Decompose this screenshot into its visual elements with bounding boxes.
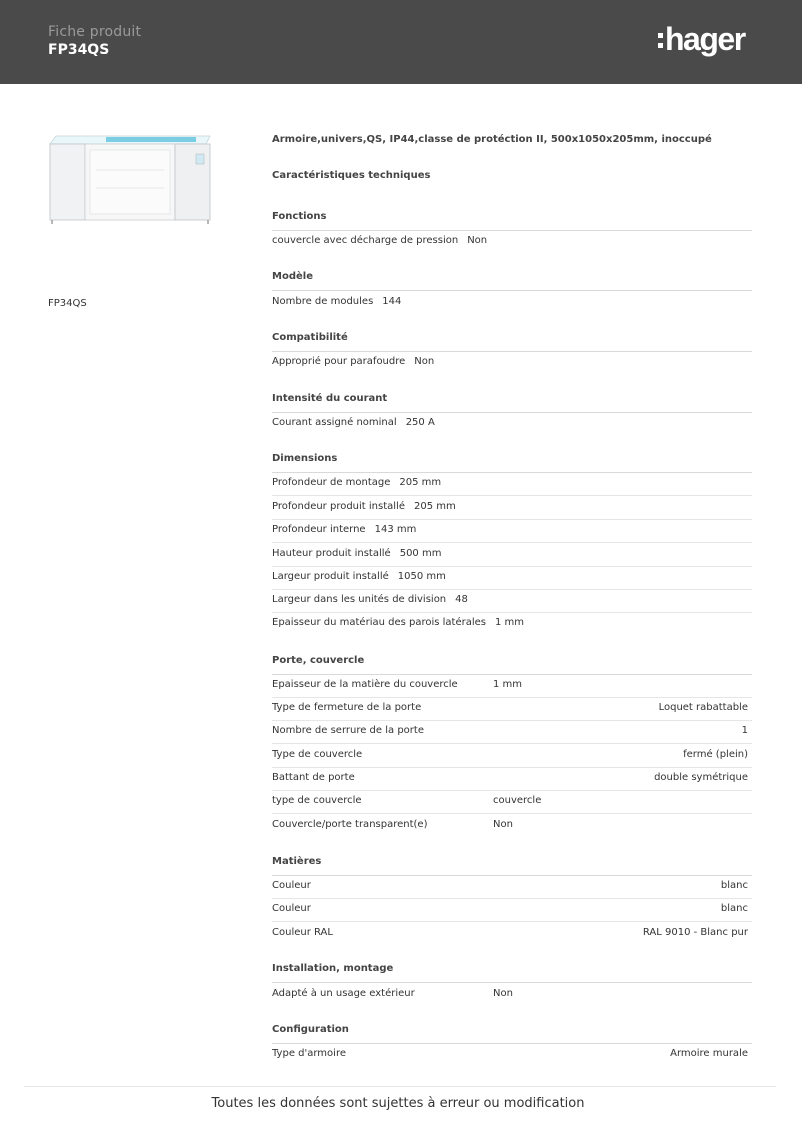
spec-name: Type de fermeture de la porte [272, 702, 422, 713]
product-title: Armoire,univers,QS, IP44,classe de protéction II, 500x1050x205mm, inoccupé [272, 134, 712, 145]
header-kicker: Fiche produit [48, 24, 142, 40]
spec-name: couvercle avec décharge de pression [272, 235, 459, 246]
spec-label [272, 412, 435, 434]
spec-row [272, 922, 752, 946]
spec-row [272, 767, 752, 791]
spec-label [272, 767, 355, 789]
spec-row [272, 744, 752, 768]
section-heading: Compatibilité [272, 332, 752, 352]
spec-name: Profondeur de montage [272, 477, 391, 488]
footer-divider [24, 1086, 776, 1087]
spec-value: 144 [382, 296, 402, 307]
spec-row [272, 472, 752, 496]
technical-heading: Caractéristiques techniques [272, 170, 431, 181]
spec-name: Hauteur produit installé [272, 548, 391, 559]
section-heading: Porte, couvercle [272, 655, 752, 675]
spec-name: Couleur [272, 880, 311, 891]
spec-label [272, 543, 441, 565]
spec-value: couvercle [493, 795, 542, 806]
spec-row [272, 898, 752, 922]
spec-label [272, 983, 415, 1005]
spec-label [272, 291, 401, 313]
spec-label [272, 589, 468, 611]
spec-name: Couvercle/porte transparent(e) [272, 819, 428, 830]
page-header [0, 0, 802, 84]
spec-label [272, 720, 424, 742]
spec-value: Loquet rabattable [658, 702, 748, 713]
section-heading: Intensité du courant [272, 393, 752, 413]
spec-value: 250 A [405, 417, 435, 428]
spec-row [272, 589, 752, 613]
spec-name: Battant de porte [272, 772, 355, 783]
spec-value: Non [467, 235, 488, 246]
spec-row [272, 720, 752, 744]
spec-row [272, 983, 752, 1007]
spec-label [272, 1043, 346, 1065]
spec-row [272, 697, 752, 721]
spec-value: Armoire murale [670, 1048, 748, 1059]
section-heading: Configuration [272, 1024, 752, 1044]
spec-name: Courant assigné nominal [272, 417, 397, 428]
spec-value: Non [414, 356, 435, 367]
spec-value: fermé (plein) [683, 749, 748, 760]
product-image [46, 130, 214, 226]
spec-label [272, 790, 362, 812]
brand-wordmark: hager [665, 21, 745, 57]
hager-logo [657, 22, 757, 60]
spec-name: Type d'armoire [272, 1048, 346, 1059]
spec-value: Non [493, 819, 513, 830]
spec-row [272, 1043, 752, 1067]
spec-value: Non [493, 988, 513, 999]
spec-name: Epaisseur du matériau des parois latérales [272, 617, 487, 628]
spec-label [272, 472, 441, 494]
spec-value: 500 mm [399, 548, 442, 559]
spec-label [272, 230, 487, 252]
spec-row [272, 875, 752, 899]
spec-name: Couleur [272, 903, 311, 914]
header-title: FP34QS [48, 42, 110, 58]
spec-row [272, 543, 752, 567]
spec-value: blanc [720, 903, 748, 914]
spec-label [272, 875, 311, 897]
spec-row [272, 674, 752, 698]
spec-name: Approprié pour parafoudre [272, 356, 406, 367]
footer-note: Toutes les données sont sujettes à erreur ou modification [211, 1096, 585, 1111]
spec-name: Couleur RAL [272, 927, 333, 938]
spec-value: 48 [455, 594, 468, 605]
spec-label [272, 697, 421, 719]
spec-row [272, 612, 752, 636]
spec-value: 1 mm [495, 617, 525, 628]
spec-label [272, 351, 434, 373]
spec-label [272, 612, 524, 634]
section-heading: Matières [272, 856, 752, 876]
spec-label [272, 814, 427, 836]
spec-value: 1050 mm [397, 571, 446, 582]
spec-row [272, 566, 752, 590]
spec-name: Profondeur interne [272, 524, 366, 535]
spec-name: Largeur produit installé [272, 571, 389, 582]
section-heading: Installation, montage [272, 963, 752, 983]
spec-label [272, 744, 362, 766]
section-heading: Dimensions [272, 453, 752, 473]
spec-row [272, 291, 752, 315]
spec-name: Epaisseur de la matière du couvercle [272, 679, 458, 690]
spec-row [272, 351, 752, 375]
spec-name: Type de couvercle [272, 749, 363, 760]
spec-value: 1 [741, 725, 748, 736]
spec-name: Nombre de modules [272, 296, 374, 307]
spec-row [272, 230, 752, 254]
spec-name: Adapté à un usage extérieur [272, 988, 415, 999]
spec-name: Largeur dans les unités de division [272, 594, 447, 605]
spec-row [272, 412, 752, 436]
spec-row [272, 790, 752, 814]
spec-label [272, 922, 333, 944]
spec-name: Profondeur produit installé [272, 501, 405, 512]
spec-label [272, 566, 446, 588]
spec-value: double symétrique [654, 772, 748, 783]
spec-label [272, 496, 456, 518]
spec-row [272, 496, 752, 520]
spec-value: 205 mm [413, 501, 456, 512]
spec-value: 143 mm [374, 524, 417, 535]
section-heading: Modèle [272, 271, 752, 291]
spec-row [272, 814, 752, 838]
spec-value: 205 mm [399, 477, 442, 488]
spec-label [272, 674, 458, 696]
spec-value: 1 mm [493, 679, 523, 690]
spec-label [272, 519, 416, 541]
spec-value: blanc [720, 880, 748, 891]
spec-row [272, 519, 752, 543]
section-heading: Fonctions [272, 211, 752, 231]
spec-name: type de couvercle [272, 795, 362, 806]
spec-label [272, 898, 311, 920]
product-code: FP34QS [48, 298, 87, 309]
spec-name: Nombre de serrure de la porte [272, 725, 424, 736]
spec-value: RAL 9010 - Blanc pur [642, 927, 748, 938]
